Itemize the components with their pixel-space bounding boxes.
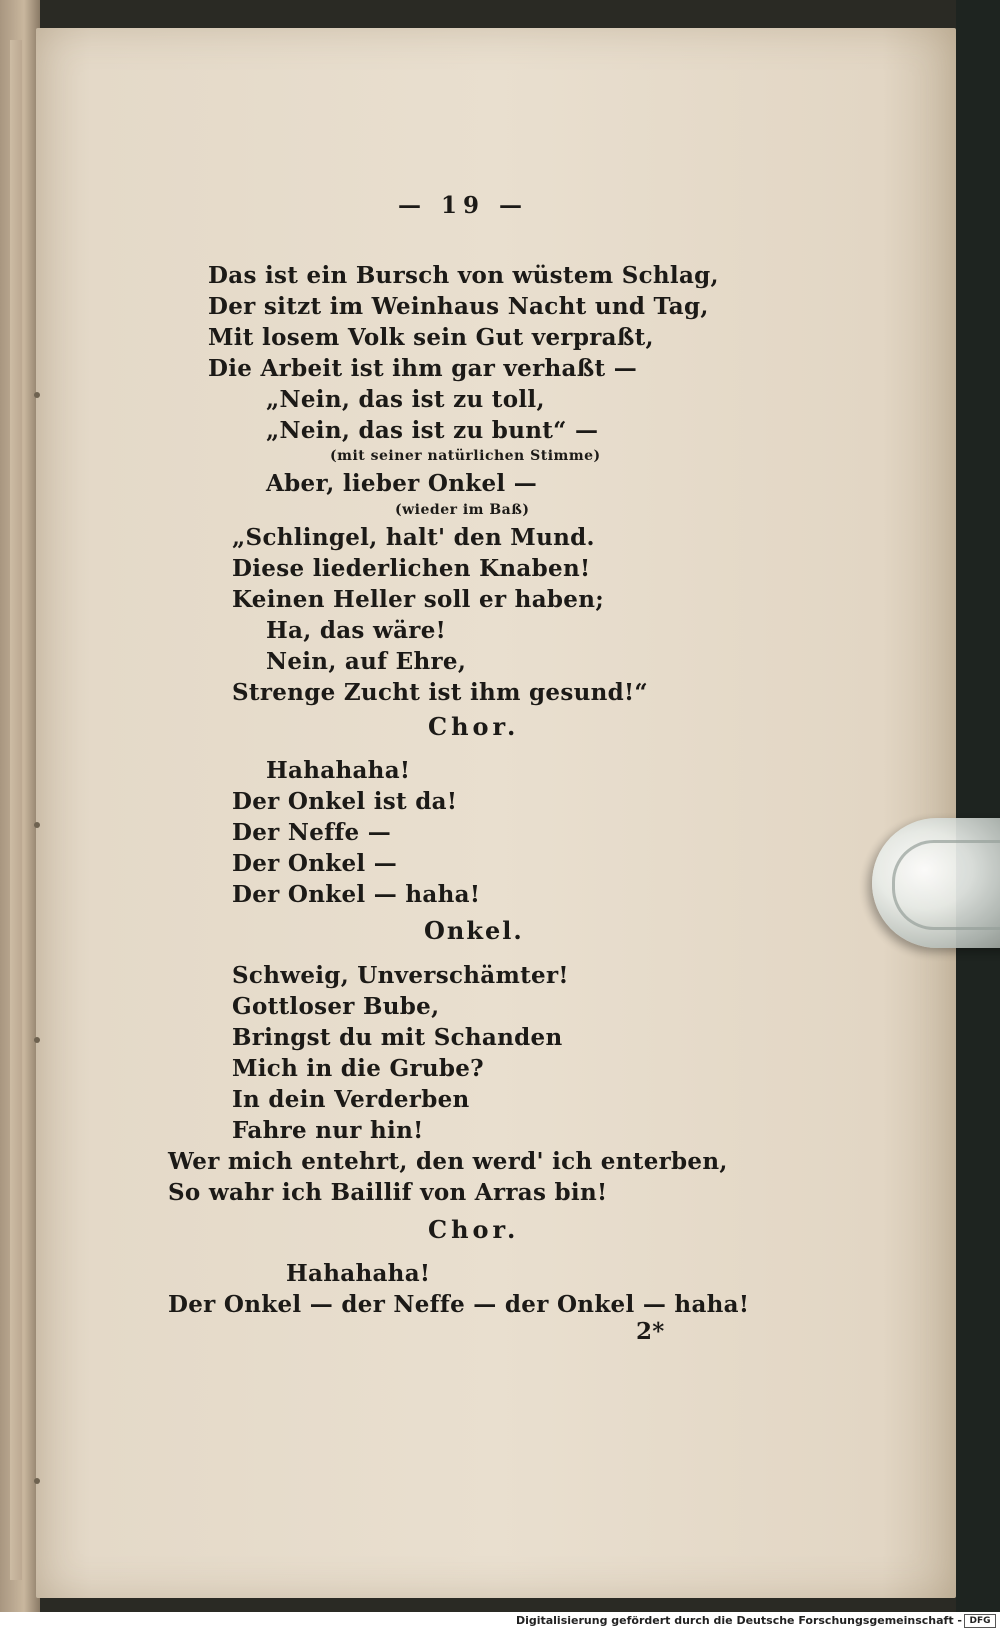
verse-line: Strenge Zucht ist ihm gesund!“	[232, 679, 648, 706]
signature-mark: 2*	[636, 1318, 665, 1345]
verse-line: Das ist ein Bursch von wüstem Schlag,	[208, 262, 719, 289]
previous-page-margin	[10, 40, 22, 1580]
verse-line: Der Onkel — haha!	[232, 881, 481, 908]
binding-stitch	[34, 1478, 40, 1484]
speaker-heading: Onkel.	[424, 916, 524, 945]
binding-stitch	[34, 1037, 40, 1043]
verse-line: Diese liederlichen Knaben!	[232, 555, 591, 582]
stage-direction: (wieder im Baß)	[395, 502, 530, 518]
verse-line: Der Onkel — der Neffe — der Onkel — haha!	[168, 1291, 750, 1318]
verse-line: Die Arbeit ist ihm gar verhaßt —	[208, 355, 638, 382]
verse-line: Ha, das wäre!	[266, 617, 447, 644]
verse-line: Mit losem Volk sein Gut verpraßt,	[208, 324, 654, 351]
verse-line: So wahr ich Baillif von Arras bin!	[168, 1179, 608, 1206]
verse-line: Der Onkel ist da!	[232, 788, 458, 815]
speaker-heading: Chor.	[428, 1215, 520, 1244]
verse-line: „Schlingel, halt' den Mund.	[232, 524, 595, 551]
footer-credit: Digitalisierung gefördert durch die Deutsche Forschungsgemeinschaft -	[515, 1614, 962, 1627]
verse-line: Hahahaha!	[266, 757, 411, 784]
verse-line: Gottloser Bube,	[232, 993, 440, 1020]
verse-line: Keinen Heller soll er haben;	[232, 586, 605, 613]
verse-line: Aber, lieber Onkel —	[266, 470, 538, 497]
verse-line: In dein Verderben	[232, 1086, 470, 1113]
verse-line: Hahahaha!	[286, 1260, 431, 1287]
verse-line: „Nein, das ist zu bunt“ —	[266, 417, 599, 444]
verse-line: Der sitzt im Weinhaus Nacht und Tag,	[208, 293, 709, 320]
speaker-heading: Chor.	[428, 712, 520, 741]
verse-line: Wer mich entehrt, den werd' ich enterben,	[168, 1148, 728, 1175]
verse-line: Der Neffe —	[232, 819, 392, 846]
binding-stitch	[34, 392, 40, 398]
stage-direction: (mit seiner natürlichen Stimme)	[330, 448, 601, 464]
binding-stitch	[34, 822, 40, 828]
scan-border-right	[956, 0, 1000, 1612]
verse-line: Mich in die Grube?	[232, 1055, 484, 1082]
verse-line: „Nein, das ist zu toll,	[266, 386, 545, 413]
verse-line: Nein, auf Ehre,	[266, 648, 467, 675]
verse-line: Bringst du mit Schanden	[232, 1024, 563, 1051]
page-number: — 19 —	[398, 192, 529, 219]
verse-line: Der Onkel —	[232, 850, 398, 877]
verse-line: Schweig, Unverschämter!	[232, 962, 569, 989]
verse-line: Fahre nur hin!	[232, 1117, 424, 1144]
dfg-logo: DFG	[964, 1614, 996, 1628]
page-clip-rim	[892, 840, 1000, 930]
